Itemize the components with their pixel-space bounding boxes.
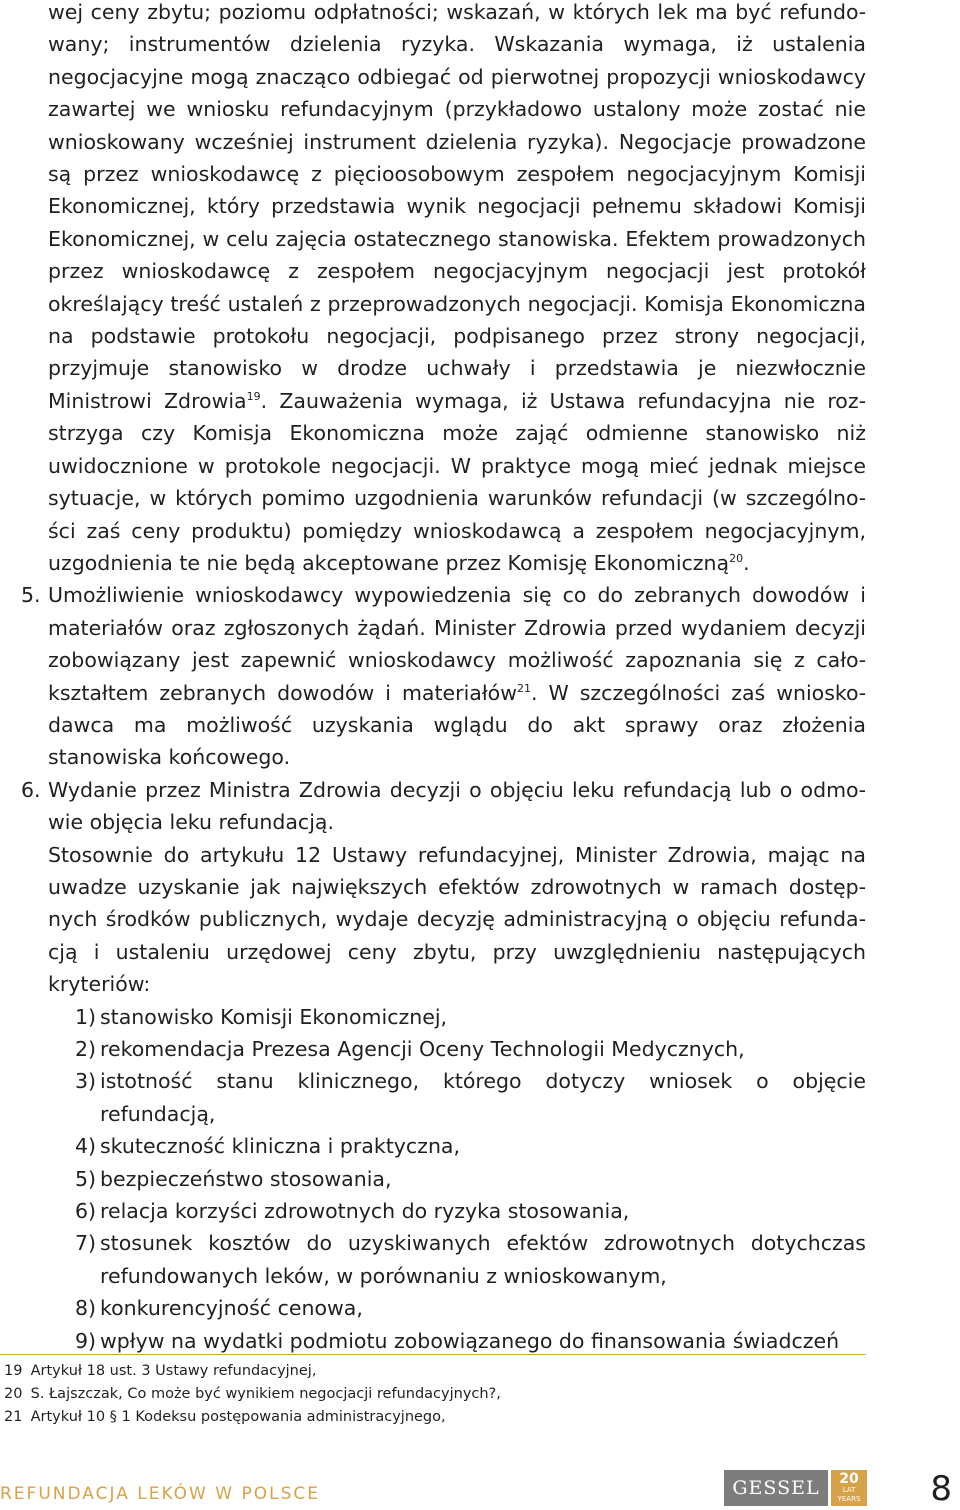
criteria-text: rekomendacja Prezesa Agencji Oceny Technologii Medycznych, (100, 1037, 745, 1061)
list-item-text: . W szczególności zaś wnioskodawca ma możliwość uzyskania wglądu do akt sprawy oraz złożenia stanowiska końcowego. (48, 680, 866, 770)
paragraph-criteria-intro: Stosownie do artykułu 12 Ustawy refundacyjnej, Minister Zdrowia, mając na uwadze uzyskanie jak największych efektów zdrowotnych w ramach dostępnych środków publicznych, wydaje decyzję administracyjną o objęciu refundacją i ustaleniu urzędowej ceny zbytu, przy uwzględnieniu następujących kryteriów: (48, 842, 866, 997)
criteria-item (48, 1001, 866, 1033)
criteria-list (48, 1001, 866, 1357)
paragraph-negotiations (48, 0, 866, 579)
footnote-item (4, 1360, 864, 1383)
criteria-number: 4) (75, 1134, 97, 1159)
footnote-text: S. Łajszczak, Co może być wynikiem negocjacji refundacyjnych?, (30, 1386, 501, 1402)
criteria-text: konkurencyjność cenowa, (100, 1296, 363, 1321)
criteria-text: istotność stanu klinicznego, którego dotyczy wniosek o objęcie refundacją, (100, 1069, 866, 1126)
gessel-logo: GESSEL (724, 1470, 828, 1506)
criteria-number: 3) (75, 1069, 97, 1094)
criteria-number: 6) (75, 1199, 97, 1224)
list-number: 5. (21, 583, 41, 608)
criteria-item (48, 1195, 866, 1227)
list-item-6 (21, 774, 866, 839)
footnote-ref[interactable]: 19 (246, 389, 261, 403)
footnote-ref[interactable]: 21 (516, 681, 531, 695)
list-number: 6. (21, 777, 41, 802)
criteria-text: relacja korzyści zdrowotnych do ryzyka stosowania, (100, 1199, 630, 1224)
footnote-ref[interactable]: 20 (729, 551, 744, 565)
body-text (21, 0, 867, 1357)
list-item-text: Umożliwienie wnioskodawcy wypowiedzenia się co do zebranych dowodów i materiałów oraz zgłoszonych żądań. Minister Zdrowia przed wydaniem decyzji zobowiązany jest zapewnić wnioskodawcy możliwość zapoznania się z całokształtem zebranych dowodów i materiałów (48, 583, 866, 705)
criteria-number: 9) (75, 1328, 97, 1353)
footnote-divider (0, 1354, 866, 1355)
footnote-number: 20 (4, 1386, 23, 1402)
criteria-text: wpływ na wydatki podmiotu zobowiązanego do finansowania świadczeń (100, 1328, 840, 1353)
criteria-item (48, 1033, 866, 1065)
footnotes (4, 1360, 864, 1429)
list-item-5 (21, 579, 866, 773)
criteria-number: 1) (75, 1004, 97, 1029)
paragraph-text: wej ceny zbytu; poziomu odpłatności; wskazań, w których lek ma być refundowany; instrumentów dzielenia ryzyka. Wskazania wymaga, iż ustalenia negocjacyjne mogą znacząco odbiegać od pierwotnej propozycji wnioskodawcy zawartej we wniosku refundacyjnym (przykładowo ustalony może zostać nie wnioskowany wcześniej instrument dzielenia ryzyka). Negocjacje prowadzone są przez wnioskodawcę z pięcioosobowym zespołem negocjacyjnym Komisji Ekonomicznej, który przedstawia wynik negocjacji pełnemu składowi Komisji Ekonomicznej, w celu zajęcia ostatecznego stanowiska. Efektem prowadzonych przez wnioskodawcę z zespołem negocjacyjnym negocjacji jest protokół określający treść ustaleń z przeprowadzonych negocjacji. Komisja Ekonomiczna na podstawie protokołu negocjacji, podpisanego przez strony negocjacji, przyjmuje stanowisko w drodze uchwały i przedstawia je niezwłocznie Ministrowi Zdrowia (48, 0, 866, 413)
criteria-text: stosunek kosztów do uzyskiwanych efektów zdrowotnych dotychczas refundowanych leków, w porównaniu z wnioskowanym, (100, 1231, 866, 1288)
criteria-number: 8) (75, 1296, 97, 1321)
criteria-text: bezpieczeństwo stosowania, (100, 1166, 392, 1191)
footnote-item (4, 1406, 864, 1429)
criteria-item (48, 1130, 866, 1162)
footnote-number: 21 (4, 1409, 23, 1425)
list-item-text: Wydanie przez Ministra Zdrowia decyzji o objęciu leku refundacją lub o odmowie objęcia leku refundacją. (48, 777, 866, 835)
criteria-item (48, 1292, 866, 1324)
footnote-item (4, 1383, 864, 1406)
criteria-text: stanowisko Komisji Ekonomicznej, (100, 1004, 448, 1029)
paragraph-text: . (743, 550, 750, 575)
footer-publication-title: REFUNDACJA LEKÓW W POLSCE (0, 1484, 320, 1504)
badge-number: 20 (839, 1471, 859, 1487)
badge-label-years: YEARS (837, 1495, 861, 1503)
criteria-item (48, 1325, 866, 1357)
page-number: 8 (930, 1469, 952, 1509)
paragraph-text: . Zauważenia wymaga, iż Ustawa refundacyjna nie rozstrzyga czy Komisja Ekonomiczna może zająć odmienne stanowisko niż uwidocznione w protokole negocjacji. W praktyce mogą mieć jednak miejsce sytuacje, w których pomimo uzgodnienia warunków refundacji (w szczególności zaś ceny produktu) pomiędzy wnioskodawcą a zespołem negocjacyjnym, uzgodnienia te nie będą akceptowane przez Komisję Ekonomiczną (48, 388, 867, 575)
criteria-item (48, 1227, 866, 1292)
footnote-text: Artykuł 18 ust. 3 Ustawy refundacyjnej, (30, 1363, 317, 1379)
criteria-number: 7) (75, 1231, 97, 1256)
criteria-item (48, 1065, 866, 1130)
footnote-number: 19 (4, 1363, 23, 1379)
criteria-number: 2) (75, 1037, 97, 1061)
criteria-number: 5) (75, 1166, 97, 1191)
anniversary-badge (831, 1470, 867, 1506)
badge-label-lat: LAT (842, 1486, 856, 1494)
criteria-item (48, 1163, 866, 1195)
criteria-text: skuteczność kliniczna i praktyczna, (100, 1134, 461, 1159)
footnote-text: Artykuł 10 § 1 Kodeksu postępowania administracyjnego, (30, 1409, 446, 1425)
